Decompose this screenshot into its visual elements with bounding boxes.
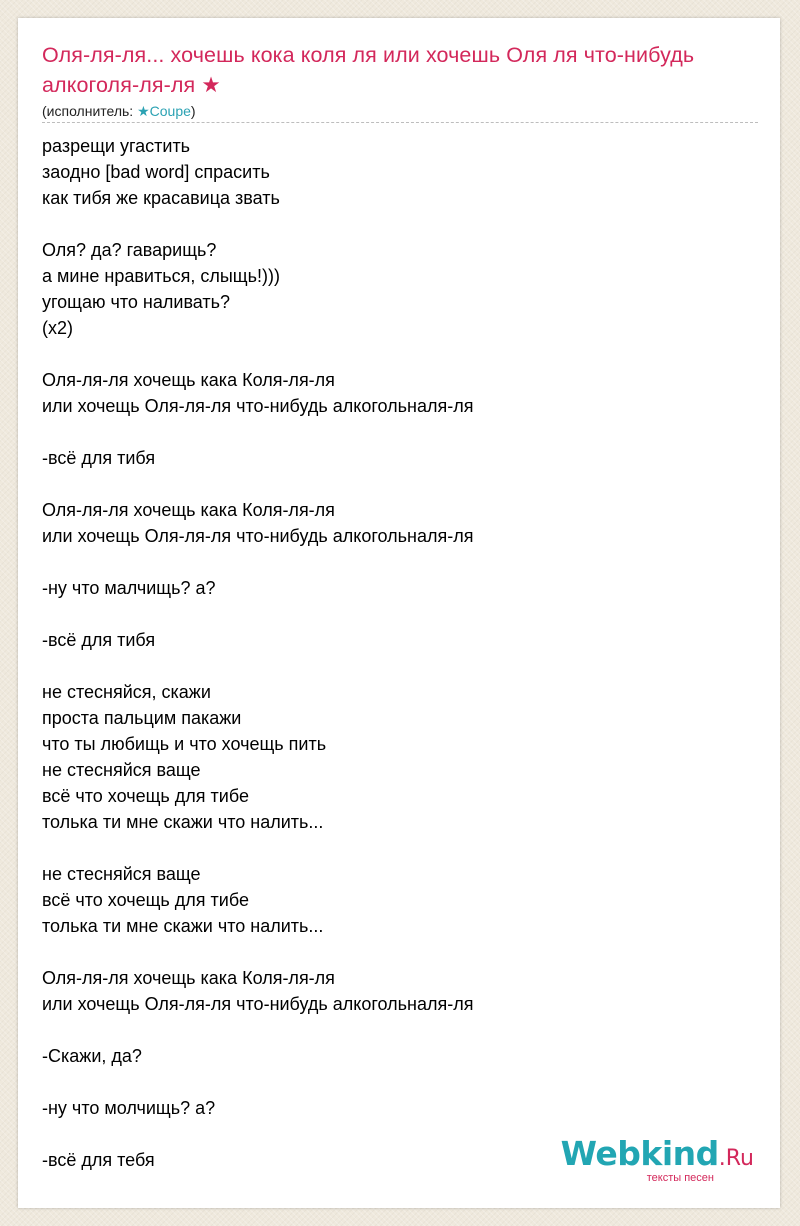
song-title xyxy=(42,40,758,100)
artist-link[interactable]: ★Coupe xyxy=(137,103,191,119)
lyrics-text: разрещи угастить заодно [bad word] спрасить как тибя же красавица звать Оля? да? гаварищь? а мине нравиться, слыщь!))) угощаю что наливать? (x2) Оля-ля-ля хочещь кака Коля-ля-ля или хочещь Оля-ля-ля что-нибудь алкогольналя-ля -всё для тибя Оля-ля-ля хочещь кака Коля-ля-ля или хочещь Оля-ля-ля что-нибудь алкогольналя-ля -ну что малчищь? а? -всё для тибя не стесняйся, скажи проста пальцим пакажи что ты любищь и что хочещь пить не стесняйся ваще всё что хочещь для тибе толька ти мне скажи что налить... не стесняйся ваще всё что хочещь для тибе толька ти мне скажи что налить... Оля-ля-ля хочещь кака Коля-ля-ля или хочещь Оля-ля-ля что-нибудь алкогольналя-ля -Скажи, да? -ну что молчищь? а? -всё для тебя xyxy=(42,136,474,1170)
logo-tagline: тексты песен xyxy=(646,1172,714,1184)
song-title-text: Оля-ля-ля... хочешь кока коля ля или хочешь Оля ля что-нибудь алкоголя-ля-ля xyxy=(42,43,695,97)
artist-suffix: ) xyxy=(190,103,196,119)
favorite-star-icon[interactable]: ★ xyxy=(201,73,221,97)
logo-brand: Webkind xyxy=(560,1134,719,1173)
artist-line xyxy=(42,102,758,123)
logo-wordmark xyxy=(560,1134,754,1175)
artist-prefix: (исполнитель: xyxy=(42,103,138,119)
logo-tld: .Ru xyxy=(718,1146,754,1171)
lyrics-card xyxy=(18,18,780,1208)
site-logo[interactable] xyxy=(560,1134,754,1184)
